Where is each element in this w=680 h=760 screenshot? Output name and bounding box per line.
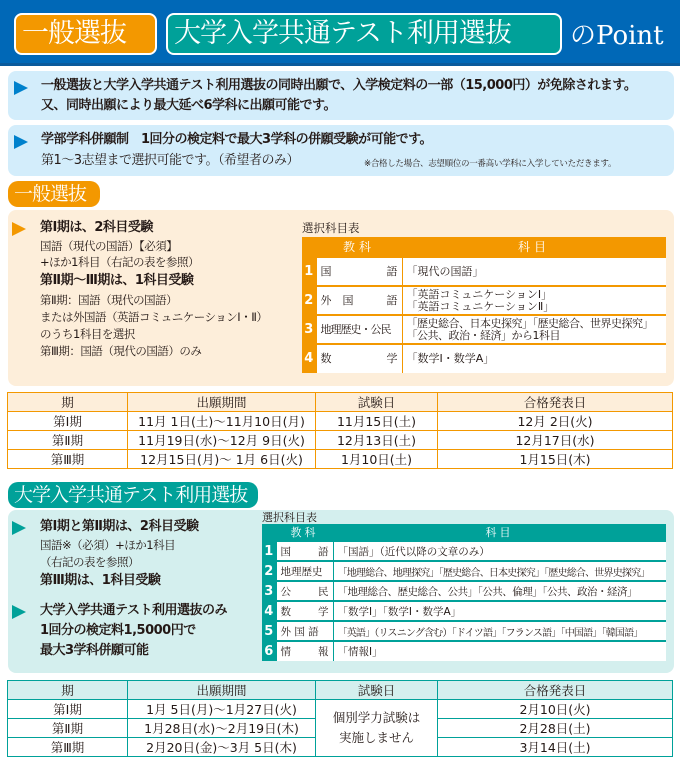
table-row bbox=[262, 601, 666, 621]
column-header: 出願期間 bbox=[128, 681, 316, 700]
kyoka-label: 外 国 語 bbox=[276, 621, 333, 641]
kyoka-label: 公 bbox=[280, 585, 291, 598]
period-cell: 11月19日(水)～12月 9日(火) bbox=[128, 431, 316, 450]
result-cell: 12月17日(水) bbox=[438, 431, 673, 450]
kyoka-label: 数 bbox=[280, 605, 291, 618]
exam-cell: 1月10日(土) bbox=[316, 450, 438, 469]
common-heading: 第Ⅲ期は、1科目受験 bbox=[40, 573, 161, 588]
section-title-general: 一般選抜 bbox=[8, 181, 100, 207]
column-header: 科目 bbox=[402, 237, 666, 257]
subject-cell: 「数学Ⅰ」「数学Ⅰ・数学A」 bbox=[333, 601, 666, 621]
column-header: 出願期間 bbox=[128, 393, 316, 412]
subject-cell bbox=[402, 315, 666, 344]
header-spacer bbox=[302, 237, 316, 257]
column-header: 期 bbox=[8, 681, 128, 700]
common-heading: 第Ⅰ期と第Ⅱ期は、2科目受験 bbox=[40, 519, 199, 534]
subject-cell: 「地理総合、歴史総合、公共」「公共、倫理」「公共、政治・経済」 bbox=[333, 581, 666, 601]
table-row bbox=[8, 431, 673, 450]
term-cell: 第Ⅱ期 bbox=[8, 431, 128, 450]
header-badge-common-test: 大学入学共通テスト利用選抜 bbox=[166, 13, 562, 55]
term-cell: 第Ⅲ期 bbox=[8, 450, 128, 469]
common-desc: （右記の表を参照） bbox=[40, 555, 139, 569]
result-cell: 12月 2日(火) bbox=[438, 412, 673, 431]
triangle-right-icon bbox=[12, 222, 26, 236]
row-number: 2 bbox=[302, 286, 316, 315]
kyoka-label: 情 bbox=[280, 646, 291, 658]
term-cell: 第Ⅰ期 bbox=[8, 412, 128, 431]
point-box-multiple-apply bbox=[8, 125, 674, 176]
subject-table-caption: 選択科目表 bbox=[262, 511, 317, 524]
exam-note: 実施しません bbox=[338, 730, 414, 745]
kyoka-label: 数 bbox=[320, 352, 332, 365]
header-badge-general: 一般選抜 bbox=[14, 13, 157, 55]
kyoka-label: 学 bbox=[318, 605, 329, 618]
column-header: 試験日 bbox=[316, 393, 438, 412]
column-header: 合格発表日 bbox=[438, 681, 673, 700]
general-desc: のうち1科目を選択 bbox=[40, 327, 135, 341]
row-number: 6 bbox=[262, 641, 276, 661]
row-number: 3 bbox=[262, 581, 276, 601]
table-row bbox=[262, 581, 666, 601]
column-header: 教科 bbox=[316, 237, 402, 257]
subject-line: 「公共、政治・経済」から1科目 bbox=[406, 328, 560, 342]
subject-cell bbox=[402, 286, 666, 315]
kyoka-label: 報 bbox=[318, 646, 329, 658]
row-number: 5 bbox=[262, 621, 276, 641]
subject-cell: 「情報Ⅰ」 bbox=[333, 641, 666, 661]
period-cell: 11月 1日(土)～11月10日(月) bbox=[128, 412, 316, 431]
point-box-simultaneous bbox=[8, 71, 674, 120]
exam-note: 個別学力試験は bbox=[332, 710, 421, 725]
triangle-right-icon bbox=[14, 81, 28, 95]
exam-cell: 12月13日(土) bbox=[316, 431, 438, 450]
kyoka-label: 国 bbox=[280, 545, 291, 558]
triangle-right-icon bbox=[12, 521, 26, 535]
general-heading: 第Ⅱ期～Ⅲ期は、1科目受験 bbox=[40, 273, 194, 288]
table-row bbox=[262, 641, 666, 661]
general-desc: 国語（現代の国語）【必須】 bbox=[40, 239, 178, 253]
column-header: 試験日 bbox=[316, 681, 438, 700]
result-cell: 2月28日(土) bbox=[438, 719, 673, 738]
point-text: 又、同時出願により最大延べ6学科に出願可能です。 bbox=[41, 98, 337, 113]
subject-cell: 「現代の国語」 bbox=[402, 257, 666, 286]
point-text: 学部学科併願制 1回分の検定料で最大3学科の併願受験が可能です。 bbox=[41, 132, 433, 147]
table-row bbox=[262, 561, 666, 581]
column-header: 教科 bbox=[276, 524, 333, 541]
kyoka-label: 語 bbox=[386, 264, 398, 278]
triangle-right-icon bbox=[12, 605, 26, 619]
kyoka-label: 民 bbox=[318, 585, 329, 598]
general-desc: 第Ⅱ期：国語（現代の国語） bbox=[40, 293, 178, 307]
general-desc: または外国語（英語コミュニケーションⅠ・Ⅱ） bbox=[40, 310, 268, 324]
subject-cell: 「数学Ⅰ・数学A」 bbox=[402, 344, 666, 373]
term-cell: 第Ⅱ期 bbox=[8, 719, 128, 738]
header-spacer bbox=[262, 524, 276, 541]
subject-cell: 「英語」（リスニング含む）「ドイツ語」「フランス語」「中国語」「韓国語」 bbox=[333, 621, 666, 641]
result-cell: 2月10日(火) bbox=[438, 700, 673, 719]
row-number: 1 bbox=[302, 257, 316, 286]
term-cell: 第Ⅰ期 bbox=[8, 700, 128, 719]
kyoka-label: 語 bbox=[386, 293, 398, 307]
table-row bbox=[8, 700, 673, 719]
table-row bbox=[262, 541, 666, 561]
common-heading: 1回分の検定料1,5000円で bbox=[40, 623, 196, 638]
period-cell: 12月15日(月)～ 1月 6日(火) bbox=[128, 450, 316, 469]
table-row bbox=[302, 315, 666, 344]
subject-line: 「英語コミュニケーションⅡ」 bbox=[406, 299, 555, 313]
period-cell: 1月28日(水)～2月19日(木) bbox=[128, 719, 316, 738]
common-subject-table bbox=[262, 524, 666, 661]
point-text: 一般選抜と大学入学共通テスト利用選抜の同時出願で、入学検定料の一部（15,000円）が免除されます。 bbox=[41, 78, 637, 93]
section-title-common-test: 大学入学共通テスト利用選抜 bbox=[8, 482, 258, 508]
row-number: 2 bbox=[262, 561, 276, 581]
common-heading: 大学入学共通テスト利用選抜のみ bbox=[40, 603, 227, 618]
table-row bbox=[302, 257, 666, 286]
common-desc: 国語※（必須）+ほか1科目 bbox=[40, 538, 176, 552]
table-row bbox=[262, 621, 666, 641]
general-subject-table bbox=[302, 237, 666, 373]
point-note: ※合格した場合、志望順位の一番高い学科に入学していただきます。 bbox=[364, 159, 617, 169]
general-schedule-table bbox=[7, 392, 673, 469]
row-number: 3 bbox=[302, 315, 316, 344]
common-schedule-table bbox=[7, 680, 673, 757]
subject-cell: 「国語」（近代以降の文章のみ） bbox=[333, 541, 666, 561]
point-text: 第1～3志望まで選択可能です。（希望者のみ） bbox=[41, 153, 300, 168]
subject-table-caption: 選択科目表 bbox=[302, 221, 360, 235]
table-row bbox=[302, 286, 666, 315]
subject-line: 「英語コミュニケーションⅠ」 bbox=[406, 287, 553, 301]
column-header: 合格発表日 bbox=[438, 393, 673, 412]
subject-line: 「歴史総合、日本史探究」「歴史総合、世界史探究」 bbox=[406, 316, 653, 330]
result-cell: 1月15日(木) bbox=[438, 450, 673, 469]
exam-merged-cell bbox=[316, 700, 438, 757]
result-cell: 3月14日(土) bbox=[438, 738, 673, 757]
header-suffix: のPoint bbox=[570, 21, 664, 51]
kyoka-label: 国 bbox=[320, 264, 332, 278]
table-row bbox=[8, 412, 673, 431]
subject-cell: 「地理総合、地理探究」「歴史総合、日本史探究」「歴史総合、世界史探究」 bbox=[333, 561, 666, 581]
table-row bbox=[302, 344, 666, 373]
column-header: 科目 bbox=[333, 524, 666, 541]
period-cell: 2月20日(金)～3月 5日(木) bbox=[128, 738, 316, 757]
term-cell: 第Ⅲ期 bbox=[8, 738, 128, 757]
row-number: 1 bbox=[262, 541, 276, 561]
kyoka-label: 学 bbox=[386, 352, 398, 365]
row-number: 4 bbox=[302, 344, 316, 373]
general-heading: 第Ⅰ期は、2科目受験 bbox=[40, 220, 153, 235]
kyoka-label: 外 国 bbox=[320, 293, 354, 307]
table-row bbox=[8, 450, 673, 469]
kyoka-label: 語 bbox=[318, 545, 329, 558]
column-header: 期 bbox=[8, 393, 128, 412]
exam-cell: 11月15日(土) bbox=[316, 412, 438, 431]
general-desc: +ほか1科目（右記の表を参照） bbox=[40, 255, 199, 269]
common-heading: 最大3学科併願可能 bbox=[40, 643, 149, 658]
kyoka-label: 地理歴史・公民 bbox=[316, 315, 402, 344]
period-cell: 1月 5日(月)～1月27日(火) bbox=[128, 700, 316, 719]
general-desc: 第Ⅲ期：国語（現代の国語）のみ bbox=[40, 344, 202, 358]
page-header bbox=[0, 0, 680, 66]
triangle-right-icon bbox=[14, 135, 28, 149]
row-number: 4 bbox=[262, 601, 276, 621]
kyoka-label: 地理歴史 bbox=[276, 561, 333, 581]
